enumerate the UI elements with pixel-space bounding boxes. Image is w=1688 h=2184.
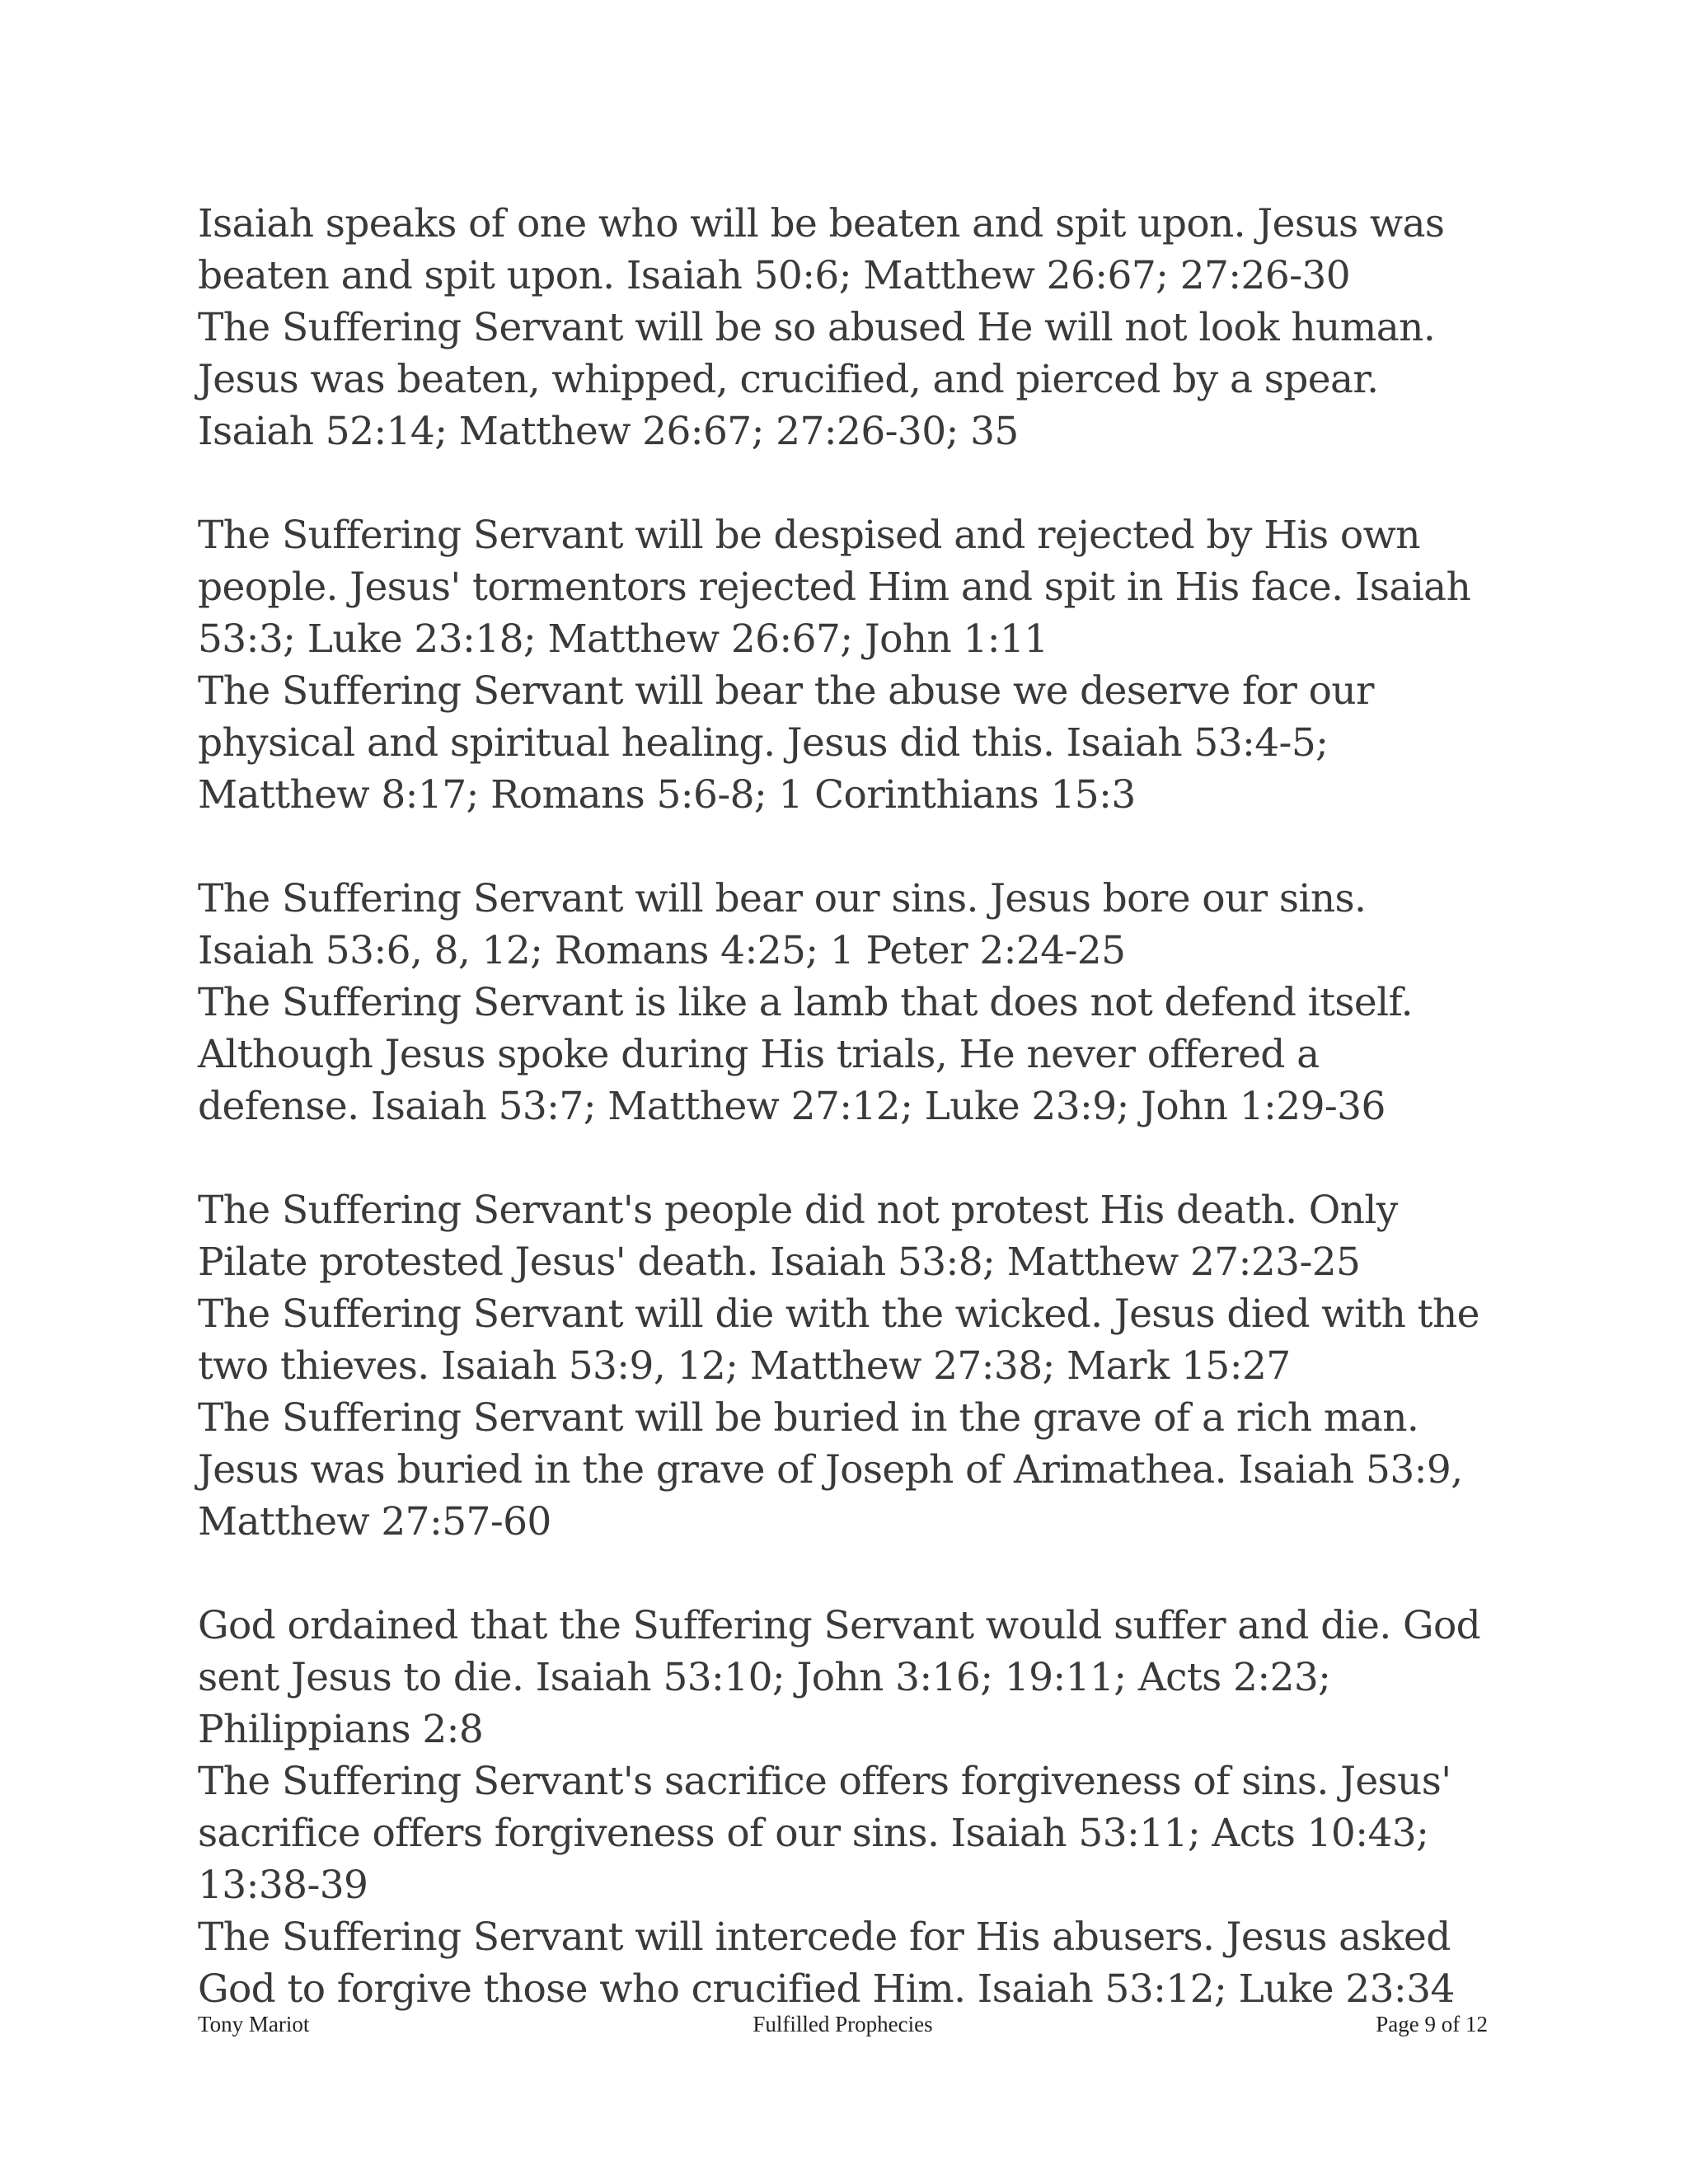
body-paragraph: The Suffering Servant's people did not protest His death. Only Pilate protested Jesus' death. Isaiah 53:8; Matthew 27:23-25 [198, 1188, 1398, 1285]
paragraph-group [198, 1184, 1488, 1548]
body-paragraph: The Suffering Servant's sacrifice offers forgiveness of sins. Jesus' sacrifice offers forgiveness of our sins. Isaiah 53:11; Acts 10:43; 13:38-39 [198, 1759, 1451, 1908]
body-paragraph: The Suffering Servant will intercede for His abusers. Jesus asked God to forgive those who crucified Him. Isaiah 53:12; Luke 23:34 [198, 1915, 1455, 2012]
body-paragraph: The Suffering Servant will be buried in the grave of a rich man. Jesus was buried in the grave of Joseph of Arimathea. Isaiah 53:9, Matthew 27:57-60 [198, 1395, 1463, 1544]
footer-author: Tony Mariot [198, 2012, 310, 2036]
body-paragraph: The Suffering Servant will die with the wicked. Jesus died with the two thieves. Isaiah 53:9, 12; Matthew 27:38; Mark 15:27 [198, 1291, 1479, 1389]
body-paragraph: The Suffering Servant is like a lamb that does not defend itself. Although Jesus spoke during His trials, He never offered a defense. Isaiah 53:7; Matthew 27:12; Luke 23:9; John 1:29-36 [198, 980, 1413, 1129]
paragraph-group [198, 198, 1488, 457]
body-paragraph: The Suffering Servant will be despised and rejected by His own people. Jesus' tormentors rejected Him and spit in His face. Isaiah 53:3; Luke 23:18; Matthew 26:67; John 1:11 [198, 513, 1471, 662]
paragraph-group [198, 1600, 1488, 2015]
paragraph-group [198, 509, 1488, 821]
body-paragraph: The Suffering Servant will be so abused He will not look human. Jesus was beaten, whipped, crucified, and pierced by a spear. Isaiah 52:14; Matthew 26:67; 27:26-30; 35 [198, 305, 1436, 454]
footer-page-number: Page 9 of 12 [1376, 2012, 1488, 2036]
page-footer [198, 2008, 1488, 2041]
body-paragraph: The Suffering Servant will bear our sins. Jesus bore our sins. Isaiah 53:6, 8, 12; Romans 4:25; 1 Peter 2:24-25 [198, 876, 1367, 973]
document-body [198, 198, 1488, 2067]
body-paragraph: The Suffering Servant will bear the abuse we deserve for our physical and spiritual healing. Jesus did this. Isaiah 53:4-5; Matthew 8:17; Romans 5:6-8; 1 Corinthians 15:3 [198, 668, 1374, 818]
footer-title: Fulfilled Prophecies [753, 2012, 933, 2036]
body-paragraph: God ordained that the Suffering Servant would suffer and die. God sent Jesus to die. Isaiah 53:10; John 3:16; 19:11; Acts 2:23; Philippians 2:8 [198, 1603, 1481, 1752]
body-paragraph: Isaiah speaks of one who will be beaten and spit upon. Jesus was beaten and spit upon. Isaiah 50:6; Matthew 26:67; 27:26-30 [198, 201, 1445, 298]
paragraph-group [198, 873, 1488, 1132]
